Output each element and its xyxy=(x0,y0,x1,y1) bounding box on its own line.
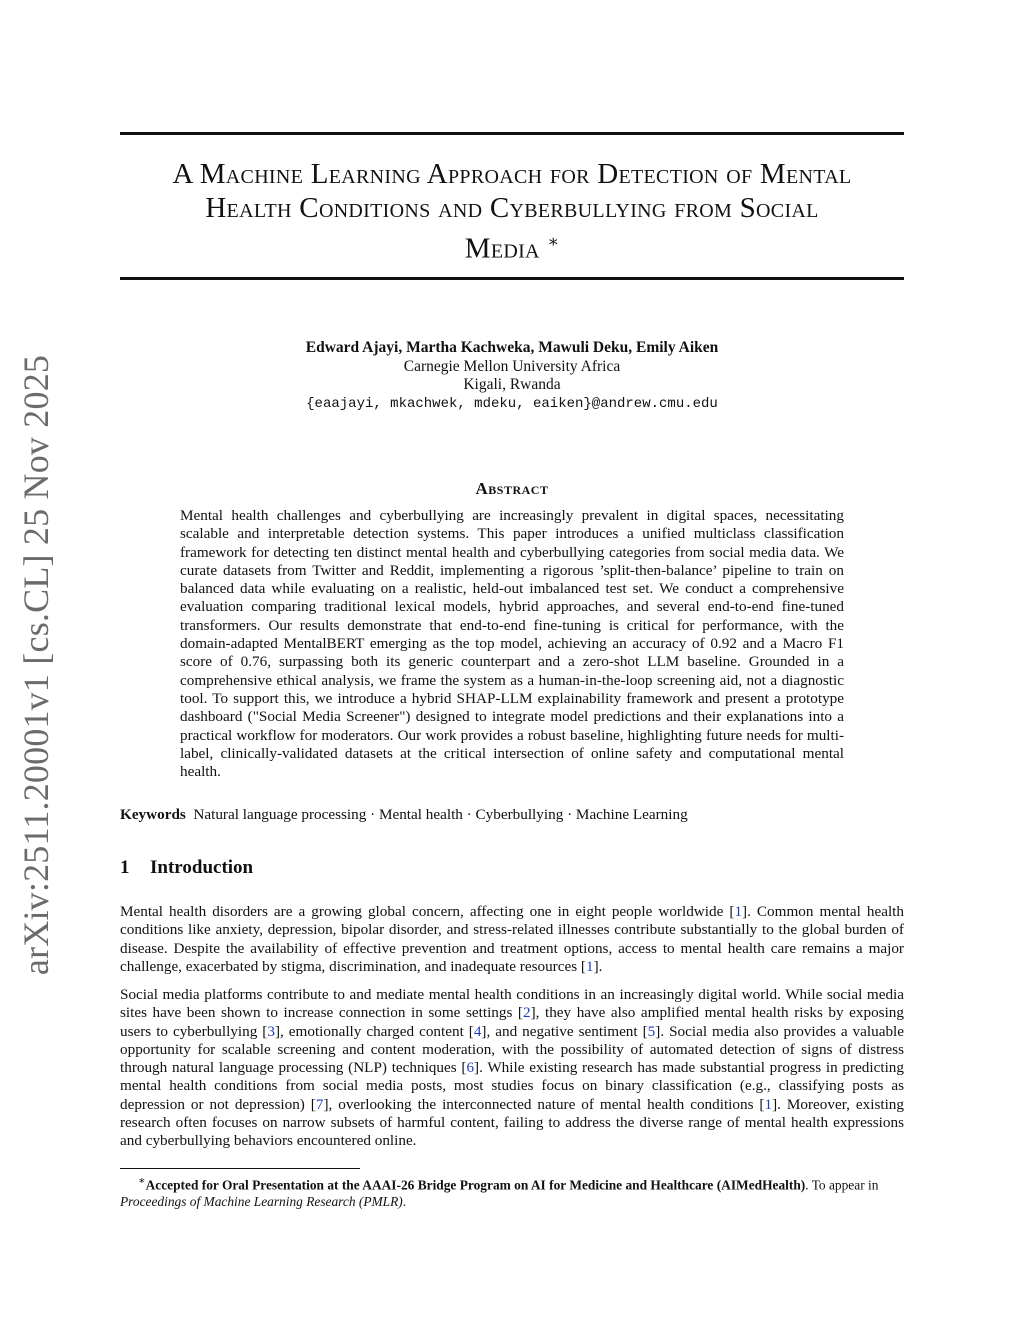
title-line-1: A Machine Learning Approach for Detection of Mental xyxy=(172,158,852,190)
title-rule-bottom xyxy=(120,277,904,280)
paragraph-text: ]. While existing research has made substantial progress in predicting mental health conditions from social media posts, most studies focus on binary classification (e.g., classifying posts as depression or not depression) [ xyxy=(120,1059,904,1113)
footnote xyxy=(120,1173,904,1210)
citation-link[interactable]: 3 xyxy=(267,1022,275,1040)
citation-link[interactable]: 5 xyxy=(647,1022,656,1040)
footnote-rest: . To appear in xyxy=(805,1177,879,1193)
title-rule-top xyxy=(120,132,904,135)
footnote-rule xyxy=(120,1168,360,1169)
paragraph-text: Social media platforms contribute to and mediate mental health conditions in an increasingly digital world. While social media sites have been shown to increase connection in some settings [ xyxy=(120,986,904,1022)
paragraph-text: ]. Moreover, existing research often focuses on narrow subsets of harmful content, failing to address the diverse range of mental health expressions and cyberbullying behaviors encountered online. xyxy=(120,1095,904,1150)
citation-link[interactable]: 6 xyxy=(466,1059,475,1077)
citation-link[interactable]: 1 xyxy=(586,957,594,975)
intro-paragraph-2 xyxy=(120,986,904,1151)
author-email: {eaajayi, mkachwek, mdeku, eaiken}@andrew.cmu.edu xyxy=(306,395,718,412)
footnote-mark: ∗ xyxy=(138,1175,146,1187)
citation-link[interactable]: 2 xyxy=(523,1004,531,1022)
paragraph-text: ], emotionally charged content [ xyxy=(274,1022,474,1040)
arxiv-stamp xyxy=(6,354,66,976)
paragraph-text: ]. Common mental health conditions like anxiety, depression, bipolar disorder, and stress-related illnesses contribute substantially to the global burden of disease. Despite the availability of effective prevention and treatment options, access to mental health care remains a major challenge, exacerbated by stigma, discrimination, and inadequate resources [ xyxy=(120,903,904,975)
abstract-text: Mental health challenges and cyberbullying are increasingly prevalent in digital spaces, necessitating scalable and interpretable detection systems. This paper introduces a unified multiclass classification framework for detecting ten distinct mental health and cyberbullying categories from social media data. We curate datasets from Twitter and Reddit, implementing a rigorous ’split-then-balance’ pipeline to train on balanced data while evaluating on a realistic, held-out imbalanced test set. We conduct a comprehensive evaluation comparing traditional lexical models, hybrid approaches, and several end-to-end fine-tuned transformers. Our results demonstrate that end-to-end fine-tuning is critical for performance, with the domain-adapted MentalBERT emerging as the top model, achieving an accuracy of 0.92 and a Macro F1 score of 0.76, surpassing both its generic counterpart and a zero-shot LLM baseline. Grounded in a comprehensive ethical analysis, we frame the system as a human-in-the-loop screening aid, not a diagnostic tool. To support this, we introduce a hybrid SHAP-LLM explainability framework and present a prototype dashboard ("Social Media Screener") designed to integrate model predictions and their explanations into a practical workflow for moderators. Our work provides a robust baseline, highlighting future needs for multi-label, clinically-validated datasets at the critical intersection of online safety and computational mental health. xyxy=(180,507,844,781)
abstract-heading: Abstract xyxy=(475,479,549,498)
title-line-3-text: Media xyxy=(464,232,540,265)
paragraph-text: ], they have also amplified mental health risks by exposing users to cyberbullying [ xyxy=(120,1004,904,1040)
paragraph-text: ]. Social media also provides a valuable opportunity for scalable screening and content moderation, with the possibility of automated detection of signs of distress through natural language processing (NLP) techniques [ xyxy=(120,1022,904,1077)
arxiv-stamp-text: arXiv:2511.20001v1 [cs.CL] 25 Nov 2025 xyxy=(16,354,56,976)
paper-title xyxy=(120,157,904,266)
citation-link[interactable]: 1 xyxy=(764,1095,773,1113)
keywords-line xyxy=(120,805,904,824)
paragraph-text: ]. xyxy=(593,957,603,975)
citation-link[interactable]: 1 xyxy=(734,903,743,920)
author-location: Kigali, Rwanda xyxy=(463,376,561,393)
author-affiliation: Carnegie Mellon University Africa xyxy=(403,357,621,375)
paragraph-text: ], overlooking the interconnected nature of mental health conditions [ xyxy=(323,1095,765,1113)
paragraph-text: Mental health disorders are a growing global concern, affecting one in eight people worldwide [ xyxy=(120,903,735,920)
paragraph-text: ], and negative sentiment [ xyxy=(481,1022,648,1040)
section-title: Introduction xyxy=(150,857,254,878)
title-footnote-mark: ∗ xyxy=(547,232,560,251)
author-block xyxy=(120,339,904,413)
author-names: Edward Ajayi, Martha Kachweka, Mawuli Deku, Emily Aiken xyxy=(305,339,719,356)
footnote-venue: Proceedings of Machine Learning Research (PMLR) xyxy=(120,1194,403,1210)
citation-link[interactable]: 4 xyxy=(473,1022,482,1040)
keywords-text: Natural language processing · Mental health · Cyberbullying · Machine Learning xyxy=(193,806,688,823)
footnote-bold: Accepted for Oral Presentation at the AAAI-26 Bridge Program on AI for Medicine and Healthcare (AIMedHealth) xyxy=(145,1177,806,1193)
title-line-2: Health Conditions and Cyberbullying from Social xyxy=(205,192,819,224)
section-number: 1 xyxy=(120,857,130,878)
title-line-3 xyxy=(120,225,904,266)
citation-link[interactable]: 7 xyxy=(315,1095,324,1113)
footnote-end: . xyxy=(402,1194,407,1210)
intro-paragraph-1 xyxy=(120,903,904,976)
section-heading-introduction xyxy=(120,857,904,879)
keywords-label: Keywords xyxy=(120,806,186,823)
